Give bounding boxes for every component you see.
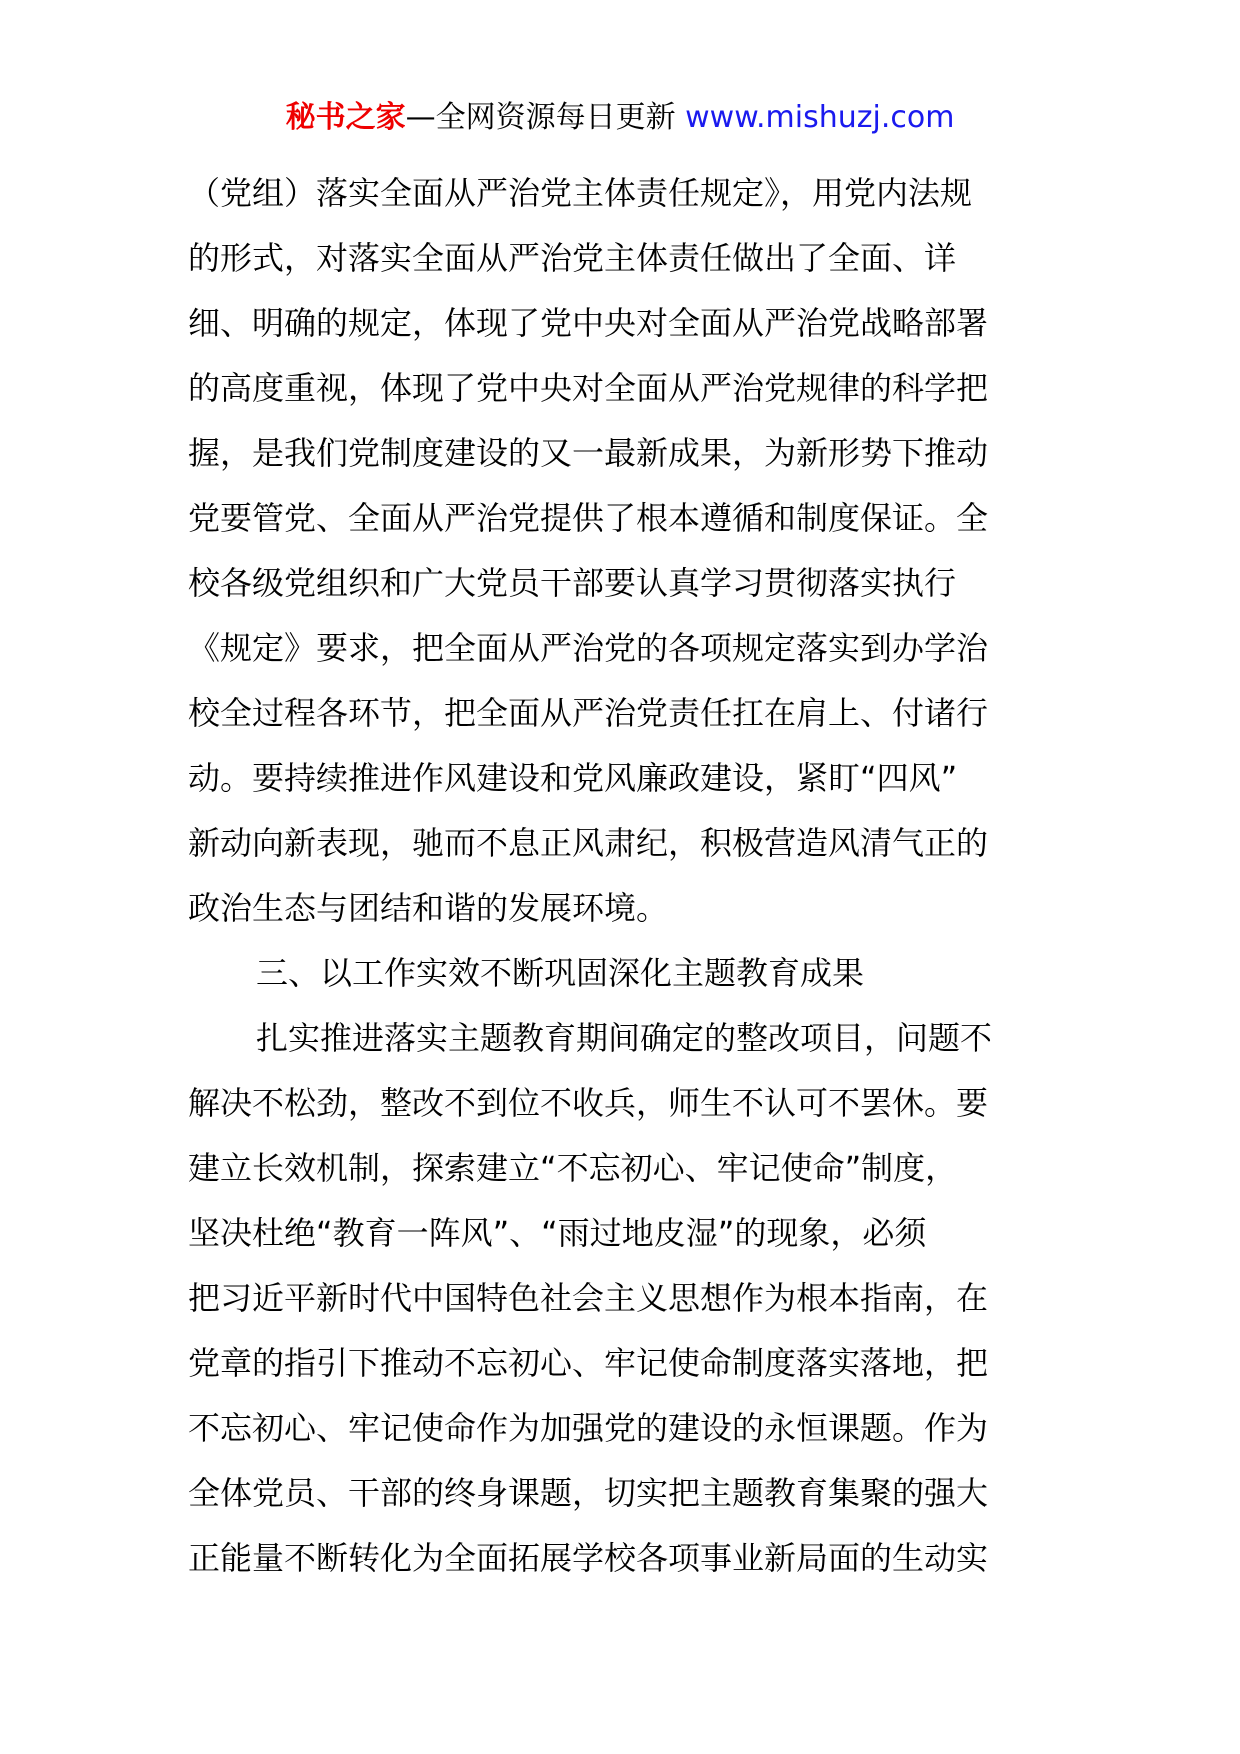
- text-line: 把习近平新时代中国特色社会主义思想作为根本指南，在: [188, 1279, 989, 1317]
- text-line: 建立长效机制，探索建立“不忘初心、牢记使命”制度，: [188, 1149, 958, 1187]
- text-line: 解决不松劲，整改不到位不收兵，师生不认可不罢休。要: [188, 1084, 989, 1122]
- text-line: 校全过程各环节，把全面从严治党责任扛在肩上、付诸行: [188, 694, 989, 732]
- section-heading: 三、以工作实效不断巩固深化主题教育成果: [256, 954, 865, 992]
- site-header: [0, 98, 1240, 138]
- text-line: 校各级党组织和广大党员干部要认真学习贯彻落实执行: [188, 564, 957, 602]
- text-line: 《规定》要求，把全面从严治党的各项规定落实到办学治: [188, 629, 989, 667]
- text-line: 政治生态与团结和谐的发展环境。: [188, 889, 669, 927]
- text-line: 的高度重视，体现了党中央对全面从严治党规律的科学把: [188, 369, 989, 407]
- site-url-link[interactable]: www.mishuzj.com: [685, 100, 955, 135]
- text-line: 坚决杜绝“教育一阵风”、“雨过地皮湿”的现象，必须: [188, 1214, 927, 1252]
- text-line: 新动向新表现，驰而不息正风肃纪，积极营造风清气正的: [188, 824, 989, 862]
- text-line: 握，是我们党制度建设的又一最新成果，为新形势下推动: [188, 434, 989, 472]
- text-line: 的形式，对落实全面从严治党主体责任做出了全面、详: [188, 239, 957, 277]
- document-body: [188, 161, 1060, 1591]
- text-line: 党章的指引下推动不忘初心、牢记使命制度落实落地，把: [188, 1344, 989, 1382]
- text-line: 动。要持续推进作风建设和党风廉政建设，紧盯“四风”: [188, 759, 958, 797]
- text-line: （党组）落实全面从严治党主体责任规定》，用党内法规: [188, 174, 973, 212]
- text-line: 不忘初心、牢记使命作为加强党的建设的永恒课题。作为: [188, 1409, 989, 1447]
- paragraph-first-line: 扎实推进落实主题教育期间确定的整改项目，问题不: [256, 1019, 993, 1057]
- text-line: 细、明确的规定，体现了党中央对全面从严治党战略部署: [188, 304, 989, 342]
- text-line: 正能量不断转化为全面拓展学校各项事业新局面的生动实: [188, 1539, 989, 1577]
- text-line: 党要管党、全面从严治党提供了根本遵循和制度保证。全: [188, 499, 989, 537]
- text-line: 全体党员、干部的终身课题，切实把主题教育集聚的强大: [188, 1474, 989, 1512]
- header-tagline: —全网资源每日更新: [405, 100, 676, 135]
- brand-name: 秘书之家: [285, 100, 406, 135]
